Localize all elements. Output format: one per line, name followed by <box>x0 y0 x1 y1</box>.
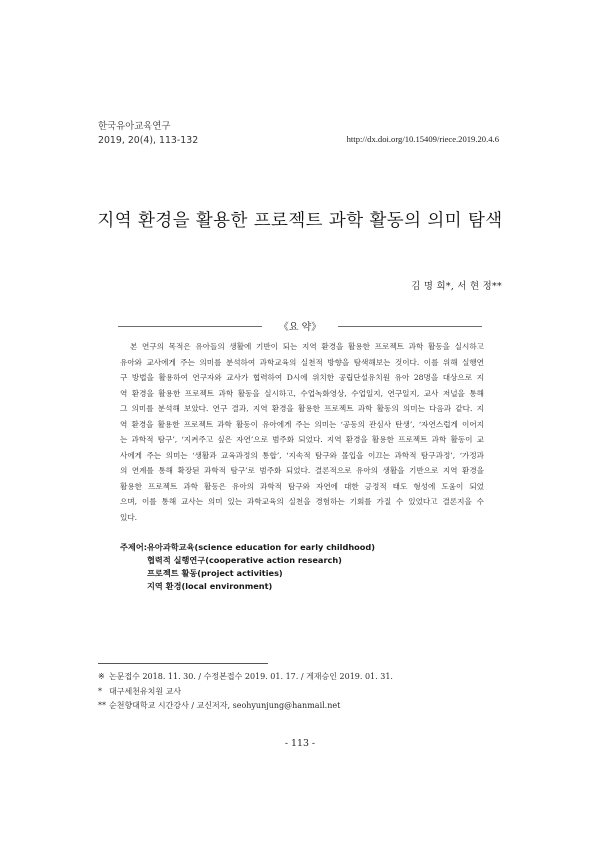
keyword-item: 지역 환경(local environment) <box>147 581 273 591</box>
abstract-line: 있다. <box>120 513 138 523</box>
keyword-row <box>120 580 375 593</box>
footnote-text: 대구세천유치원 교사 <box>109 686 182 696</box>
abstract-divider-right <box>338 326 482 327</box>
abstract-heading: 《요 약》 <box>278 322 322 333</box>
journal-name: 한국유아교육연구 <box>98 121 171 132</box>
abstract-line: 본 연구의 목적은 유아들의 생활에 기반이 되는 지역 환경을 활용한 프로젝트 과학 활동을 실시하고 <box>130 342 484 351</box>
journal-issue: 2019, 20(4), 113-132 <box>98 135 199 146</box>
journal-header <box>98 120 198 148</box>
footnote-mark: * <box>98 686 102 696</box>
keyword-row <box>120 541 375 554</box>
keyword-item: 프로젝트 활동(project activities) <box>147 568 283 578</box>
abstract-line: 역 환경을 활용한 프로젝트 과학 활동이 유아에게 주는 의미는 ‘공동의 관심사 탄생’, ‘자연스럽게 이어지 <box>120 419 484 429</box>
keyword-item: 협력적 실행연구(cooperative action research) <box>147 555 342 565</box>
page-number: - 113 - <box>284 738 316 749</box>
footnote-text: 논문접수 2018. 11. 30. / 수정본접수 2019. 01. 17. / 게재승인 2019. 01. 31. <box>109 672 393 681</box>
paper-title: 지역 환경을 활용한 프로젝트 과학 활동의 의미 탐색 <box>97 211 503 231</box>
abstract-line: 역 환경을 활용한 프로젝트 과학 활동을 실시하고, 수업녹화영상, 수업일지, 연구일지, 교사 저널을 통해 <box>120 388 484 398</box>
keyword-row <box>120 554 375 567</box>
abstract-body <box>120 339 484 526</box>
abstract-line: 구 방법을 활용하여 연구자와 교사가 협력하여 D시에 위치한 공립단설유치원 유아 28명을 대상으로 지 <box>120 373 484 383</box>
keywords-block <box>120 541 375 593</box>
abstract-line: 사에게 주는 의미는 ‘생활과 교육과정의 통합’, ‘지속적 탐구와 몰입을 이끄는 과학적 탐구과정’, ‘가정과 <box>120 450 484 460</box>
footnote-first-author <box>98 685 393 700</box>
footnotes <box>98 670 393 714</box>
footnote-mark: ※ <box>98 672 105 681</box>
author-list: 김 명 희*, 서 현 정** <box>411 281 502 292</box>
abstract-line: 으며, 이를 통해 교사는 의미 있는 과학교육의 실천을 경험하는 기회를 가질 수 있었다고 결론지을 수 <box>120 497 484 507</box>
footnote-corresponding-author <box>98 699 393 714</box>
abstract-divider-left <box>118 326 262 327</box>
abstract-line: 유아와 교사에게 주는 의미를 분석하여 과학교육의 실천적 방향을 탐색해보는 것이다. 이를 위해 실행연 <box>120 357 484 367</box>
keyword-row <box>120 567 375 580</box>
abstract-line: 는 과학적 탐구’, ‘지켜주고 싶은 자연’으로 범주화 되었다. 지역 환경을 활용한 프로젝트 과학 활동이 교 <box>120 435 484 445</box>
keywords-label: 주제어: <box>120 542 148 552</box>
abstract-line: 의 연계를 통해 확장된 과학적 탐구’로 범주화 되었다. 결론적으로 유아의 생활을 기반으로 지역 환경을 <box>120 466 484 476</box>
footnote-divider <box>98 663 268 664</box>
footnote-text: 순천향대학교 시간강사 / 교신저자, seohyunjung@hanmail.net <box>109 701 341 711</box>
footnote-mark: ** <box>98 701 106 711</box>
doi-link[interactable]: http://dx.doi.org/10.15409/riece.2019.20.4.6 <box>346 134 499 144</box>
abstract-line: 활용한 프로젝트 과학 활동은 유아의 과학적 탐구와 자연에 대한 긍정적 태도 형성에 도움이 되었 <box>120 481 484 491</box>
keyword-item: 유아과학교육(science education for early childhood) <box>147 542 376 552</box>
footnote-received <box>98 670 393 685</box>
abstract-line: 그 의미를 분석해 보았다. 연구 결과, 지역 환경을 활용한 프로젝트 과학 활동의 의미는 다음과 같다. 지 <box>120 404 484 414</box>
